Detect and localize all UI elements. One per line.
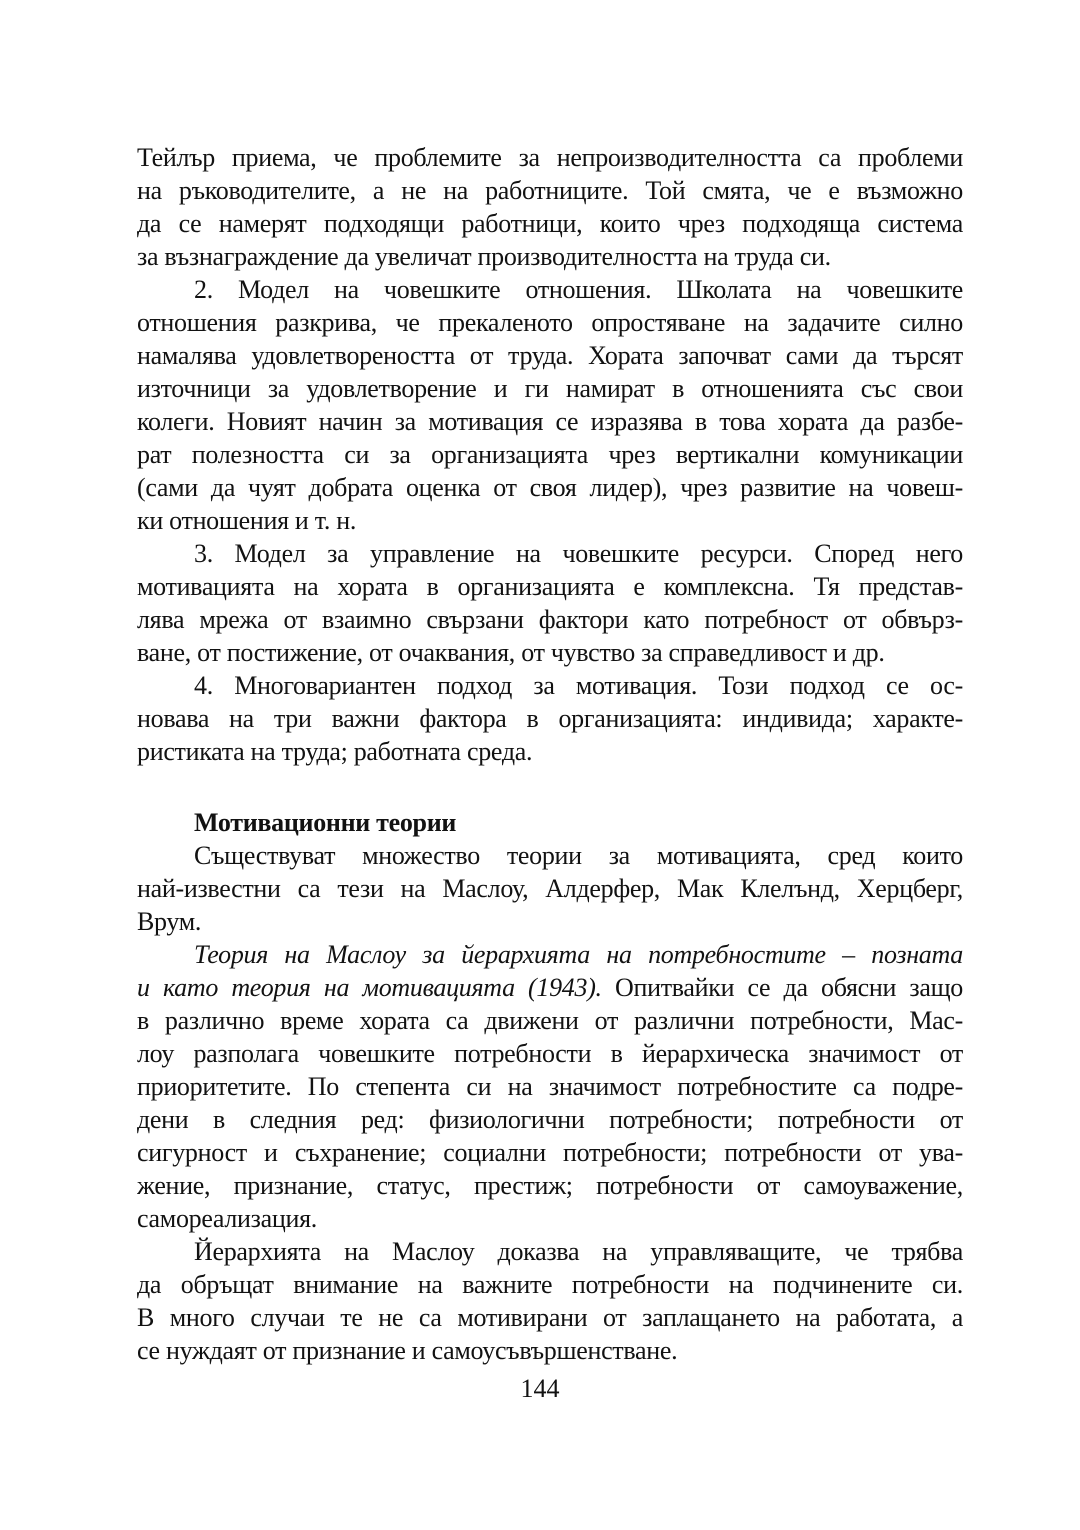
text-line xyxy=(137,174,963,207)
paragraph-spacer xyxy=(137,768,963,806)
text-run: 4. Многовариантен подход за мотивация. Този подход се ос- xyxy=(194,671,963,700)
text-run: приоритетите. По степента си на значимост потребностите са подре- xyxy=(137,1072,963,1101)
text-run: лява мрежа от взаимно свързани фактори като потребност от обвърз- xyxy=(137,605,963,634)
text-run: отношения разкрива, че прекаленото опростяване на задачите силно xyxy=(137,308,963,337)
text-run: лоу разполага човешките потребности в йерархическа значимост от xyxy=(137,1039,963,1068)
text-run: ристиката на труда; работната среда. xyxy=(137,737,533,766)
text-run: да се намерят подходящи работници, които чрез подходяща система xyxy=(137,209,963,238)
text-line xyxy=(137,273,963,306)
text-line xyxy=(137,240,963,273)
text-line xyxy=(137,537,963,570)
text-line xyxy=(137,1037,963,1070)
text-run: на ръководителите, а не на работниците. Той смята, че е възможно xyxy=(137,176,963,205)
text-line xyxy=(137,1004,963,1037)
text-line xyxy=(137,471,963,504)
text-line xyxy=(137,1202,963,1235)
text-run: дени в следния ред: физиологични потребности; потребности от xyxy=(137,1105,963,1134)
text-run: се нуждаят от признание и самоусъвършенстване. xyxy=(137,1336,678,1365)
text-run: (сами да чуят добрата оценка от своя лидер), чрез развитие на човеш- xyxy=(137,473,963,502)
text-run: мотивацията на хората в организацията е комплексна. Тя представ- xyxy=(137,572,963,601)
text-line xyxy=(137,702,963,735)
text-line xyxy=(137,1301,963,1334)
text-line xyxy=(137,372,963,405)
text-line xyxy=(137,141,963,174)
text-line xyxy=(137,438,963,471)
text-run: В много случаи те не са мотивирани от заплащането на работата, а xyxy=(137,1303,963,1332)
text-run: Съществуват множество теории за мотивацията, сред които xyxy=(194,841,963,870)
text-run: в различно време хората са движени от различни потребности, Мас- xyxy=(137,1006,963,1035)
text-run: колеги. Новият начин за мотивация се изразява в това хората да разбе- xyxy=(137,407,963,436)
text-run: и като теория на мотивацията (1943). xyxy=(137,973,602,1002)
text-line xyxy=(137,735,963,768)
page-number: 144 xyxy=(520,1374,560,1403)
paragraph xyxy=(137,938,963,1235)
text-run: Йерархията на Маслоу доказва на управляващите, че трябва xyxy=(194,1237,963,1266)
text-run: източници за удовлетворение и ги намират в отношенията със свои xyxy=(137,374,963,403)
text-line xyxy=(137,570,963,603)
text-run: Врум. xyxy=(137,907,202,936)
text-run: рат полезността си за организацията чрез вертикални комуникации xyxy=(137,440,963,469)
text-line xyxy=(137,938,963,971)
text-line xyxy=(137,1136,963,1169)
text-run: 3. Модел за управление на човешките ресурси. Според него xyxy=(194,539,963,568)
text-line xyxy=(137,207,963,240)
text-run: ване, от постижение, от очаквания, от чувство за справедливост и др. xyxy=(137,638,885,667)
text-line xyxy=(137,669,963,702)
text-run: новава на три важни фактора в организацията: индивида; характе- xyxy=(137,704,963,733)
text-run: самореализация. xyxy=(137,1204,317,1233)
text-line xyxy=(137,1169,963,1202)
text-line xyxy=(137,1235,963,1268)
text-run: намалява удовлетвореността от труда. Хората започват сами да търсят xyxy=(137,341,963,370)
paragraph xyxy=(137,669,963,768)
text-run: сигурност и съхранение; социални потребности; потребности от ува- xyxy=(137,1138,963,1167)
text-run: ки отношения и т. н. xyxy=(137,506,357,535)
text-line xyxy=(137,971,963,1004)
text-line xyxy=(137,405,963,438)
text-line xyxy=(137,504,963,537)
text-run: жение, признание, статус, престиж; потребности от самоуважение, xyxy=(137,1171,963,1200)
text-line xyxy=(137,1103,963,1136)
text-run: Теория на Маслоу за йерархията на потребностите – позната xyxy=(194,940,963,969)
paragraph xyxy=(137,273,963,537)
text-line xyxy=(137,339,963,372)
paragraph xyxy=(137,1235,963,1367)
text-run: за възнаграждение да увеличат производителността на труда си. xyxy=(137,242,831,271)
text-line xyxy=(137,1070,963,1103)
paragraph xyxy=(137,839,963,938)
text-line xyxy=(137,636,963,669)
text-content xyxy=(137,141,963,1367)
section-heading xyxy=(137,806,963,839)
text-run: Опитвайки се да обясни защо xyxy=(601,973,963,1002)
text-line xyxy=(137,839,963,872)
text-line xyxy=(137,603,963,636)
paragraph xyxy=(137,537,963,669)
text-run: Тейлър приема, че проблемите за непроизводителността са проблеми xyxy=(137,143,963,172)
text-run: да обръщат внимание на важните потребности на подчинените си. xyxy=(137,1270,963,1299)
text-run: най-известни са тези на Маслоу, Алдерфер, Мак Клелънд, Херцберг, xyxy=(137,874,963,903)
text-line xyxy=(137,1334,963,1367)
text-run: 2. Модел на човешките отношения. Школата на човешките xyxy=(194,275,963,304)
text-line xyxy=(137,1268,963,1301)
text-line xyxy=(137,872,963,905)
text-run: Мотивационни теории xyxy=(194,808,457,837)
text-line xyxy=(137,306,963,339)
paragraph xyxy=(137,141,963,273)
text-line xyxy=(137,905,963,938)
text-line xyxy=(137,806,963,839)
